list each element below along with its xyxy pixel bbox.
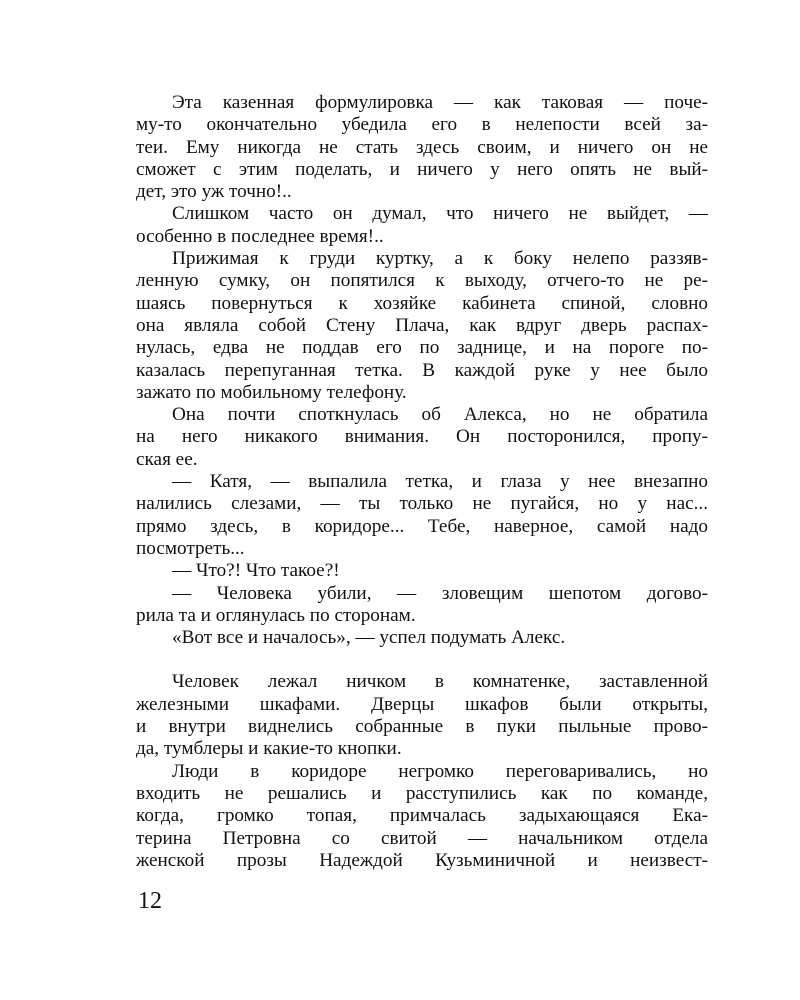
text-line: она являла собой Стену Плача, как вдруг дверь распах- [136,314,708,336]
text-line: казалась перепуганная тетка. В каждой руке у нее было [136,359,708,381]
text-line: Прижимая к груди куртку, а к боку нелепо раззяв- [172,248,708,270]
text-line: — Что?! Что такое?! [172,560,340,582]
text-line: прямо здесь, в коридоре... Тебе, наверное, самой надо [136,515,708,537]
text-line: — Катя, — выпалила тетка, и глаза у нее внезапно [172,471,708,493]
text-line: — Человека убили, — зловещим шепотом догово- [172,582,708,604]
text-line: теи. Ему никогда не стать здесь своим, и ничего он не [136,136,708,158]
text-line: нулась, едва не поддав его по заднице, и на пороге по- [136,337,708,359]
paragraph [136,560,708,582]
paragraph [136,203,708,248]
section-break [136,649,708,671]
text-line: терина Петровна со свитой — начальником отдела [136,827,708,849]
text-line: особенно в последнее время!.. [136,225,384,247]
text-line: железными шкафами. Дверцы шкафов были открыты, [136,693,708,715]
text-line: когда, громко топая, примчалась задыхающаяся Ека- [136,805,708,827]
text-line: на него никакого внимания. Он посторонился, пропу- [136,426,708,448]
text-line: сможет с этим поделать, и ничего у него опять не вый- [136,158,708,180]
text-line: ленную сумку, он попятился к выходу, отчего-то не ре- [136,270,708,292]
text-line: Эта казенная формулировка — как таковая — поче- [172,92,708,113]
paragraph [136,404,708,471]
text-line: Она почти споткнулась об Алекса, но не обратила [172,404,708,426]
text-line: женской прозы Надеждой Кузьминичной и неизвест- [136,849,708,871]
text-line: входить не решались и расступились как по команде, [136,782,708,804]
text-line: «Вот все и началось», — успел подумать Алекс. [172,627,566,649]
paragraph [136,671,708,760]
text-line: посмотреть... [136,537,245,559]
text-line: рила та и оглянулась по сторонам. [136,604,416,626]
text-line: шаясь повернуться к хозяйке кабинета спиной, словно [136,292,708,314]
paragraph [136,248,708,404]
text-line: зажато по мобильному телефону. [136,381,407,403]
text-line: дет, это уж точно!.. [136,181,292,203]
text-line: му-то окончательно убедила его в нелепости всей за- [136,114,708,136]
page-number: 12 [138,888,162,914]
paragraph [136,471,708,560]
text-line: ская ее. [136,448,198,470]
paragraph [136,761,708,872]
text-line: Человек лежал ничком в комнатенке, заставленной [172,671,708,693]
paragraph [136,583,708,628]
text-line: и внутри виднелись собранные в пуки пыльные прово- [136,716,708,738]
paragraph [136,627,708,649]
text-line: Люди в коридоре негромко переговаривались, но [172,760,708,782]
book-page-text [136,92,708,872]
text-line: налились слезами, — ты только не пугайся, но у нас... [136,493,708,515]
paragraph [136,92,708,203]
text-line: Слишком часто он думал, что ничего не выйдет, — [172,203,708,225]
text-line: да, тумблеры и какие-то кнопки. [136,738,402,760]
